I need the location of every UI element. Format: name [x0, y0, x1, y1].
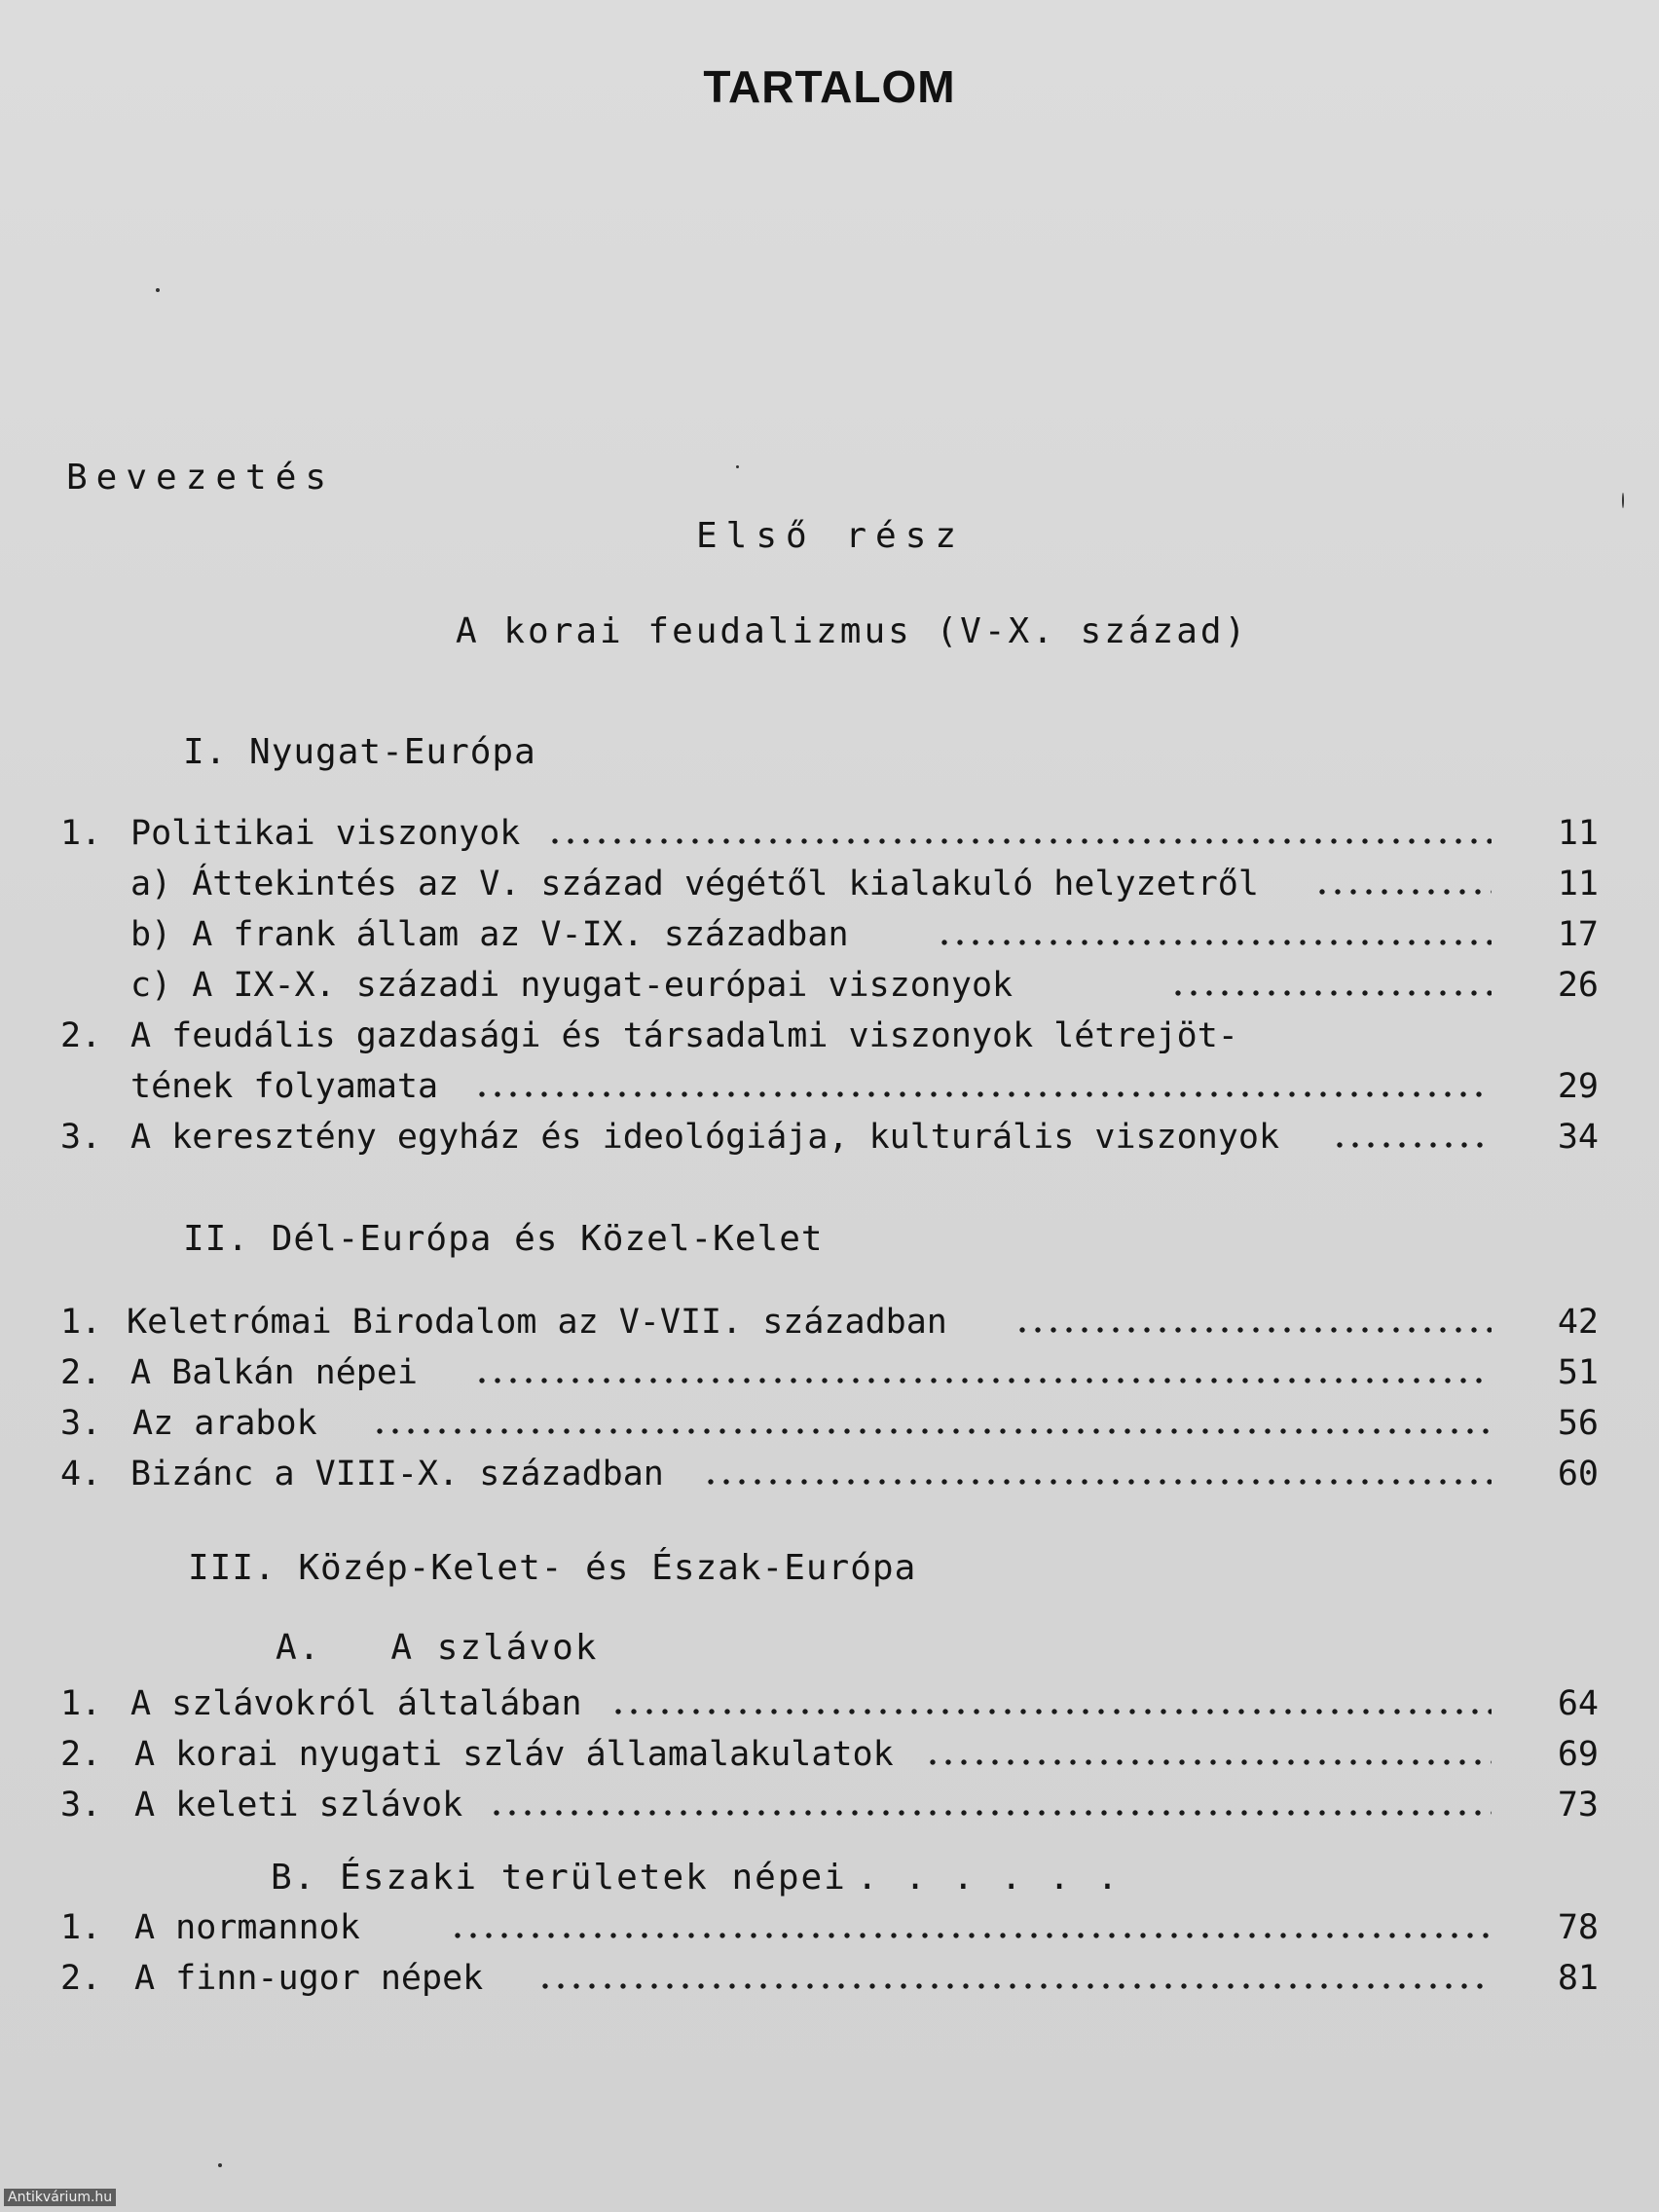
- entry-label: Politikai viszonyok: [130, 814, 521, 853]
- entry-page: 29: [1557, 1067, 1599, 1106]
- dot-leader: [547, 838, 1492, 844]
- dot-leader: [450, 1933, 1492, 1938]
- subsection-heading: [271, 1858, 1121, 1898]
- toc-entry: [60, 1118, 1599, 1162]
- entry-number: 2.: [60, 1016, 102, 1055]
- intro-entry: Bevezetés: [66, 458, 336, 498]
- entry-label: A finn-ugor népek: [134, 1959, 484, 1998]
- entry-page: 42: [1557, 1303, 1599, 1342]
- toc-entry: [60, 1735, 1599, 1780]
- entry-page: 81: [1557, 1959, 1599, 1998]
- toc-entry: [60, 1786, 1599, 1830]
- entry-page: 51: [1557, 1353, 1599, 1392]
- toc-entry: [60, 865, 1599, 909]
- dot-leader: [537, 1983, 1492, 1989]
- toc-entry: [60, 1016, 1599, 1061]
- paper-speck: [218, 2163, 222, 2167]
- dot-leader: [1332, 1142, 1492, 1148]
- entry-label: A keleti szlávok: [134, 1786, 463, 1825]
- dot-leader: [925, 1759, 1492, 1765]
- toc-entry: [60, 966, 1599, 1011]
- dot-leader: [489, 1810, 1492, 1816]
- entry-page: 56: [1557, 1404, 1599, 1443]
- entry-number: 1.: [60, 1908, 102, 1947]
- entry-number: 3.: [60, 1404, 102, 1443]
- section-heading: I. Nyugat-Európa: [183, 732, 536, 772]
- entry-label: A korai nyugati szláv államalakulatok: [134, 1735, 894, 1774]
- section-heading: II. Dél-Európa és Közel-Kelet: [183, 1219, 824, 1259]
- entry-label: Bizánc a VIII-X. században: [130, 1455, 664, 1493]
- entry-number: 1.: [60, 1303, 102, 1342]
- toc-entry: [60, 1684, 1599, 1729]
- entry-label: tének folyamata: [130, 1067, 439, 1106]
- dot-leader: [610, 1709, 1492, 1714]
- dot-leader: [474, 1378, 1492, 1383]
- toc-entry: [60, 1908, 1599, 1953]
- toc-entry: [60, 814, 1599, 859]
- entry-page: 17: [1557, 915, 1599, 954]
- paper-speck: [156, 288, 160, 292]
- entry-number: 4.: [60, 1455, 102, 1493]
- entry-label: A Balkán népei: [130, 1353, 419, 1392]
- entry-page: 11: [1557, 865, 1599, 903]
- dot-leader: [372, 1428, 1492, 1434]
- subsection-heading: A. A szlávok: [276, 1628, 599, 1668]
- entry-label: A feudális gazdasági és társadalmi viszonyok létrejöt-: [130, 1016, 1238, 1055]
- part-title: A korai feudalizmus (V-X. század): [456, 611, 1249, 651]
- toc-entry: [60, 1067, 1599, 1112]
- dot-leader: [937, 940, 1492, 945]
- entry-page: 69: [1557, 1735, 1599, 1774]
- entry-number: 2.: [60, 1353, 102, 1392]
- subsection-title: B. Északi területek népei: [271, 1858, 847, 1898]
- entry-page: 60: [1557, 1455, 1599, 1493]
- entry-number: 1.: [60, 814, 102, 853]
- paper-speck: [736, 465, 739, 468]
- entry-label: b) A frank állam az V-IX. században: [130, 915, 849, 954]
- entry-page: 26: [1557, 966, 1599, 1005]
- entry-label: A normannok: [134, 1908, 360, 1947]
- watermark: Antikvárium.hu: [4, 2189, 116, 2206]
- entry-page: 64: [1557, 1684, 1599, 1723]
- dot-leader: [474, 1091, 1492, 1097]
- toc-entry: [60, 1404, 1599, 1449]
- entry-label: c) A IX-X. századi nyugat-európai viszonyok: [130, 966, 1014, 1005]
- toc-entry: [60, 1303, 1599, 1347]
- entry-page: 11: [1557, 814, 1599, 853]
- paper-speck: [1622, 493, 1624, 508]
- dot-leader: [1314, 889, 1492, 895]
- toc-entry: [60, 1455, 1599, 1499]
- page-title: TARTALOM: [703, 61, 956, 112]
- entry-label: a) Áttekintés az V. század végétől kialakuló helyzetről: [130, 865, 1259, 903]
- dot-leader: [703, 1479, 1492, 1485]
- toc-entry: [60, 1959, 1599, 2004]
- entry-number: 2.: [60, 1735, 102, 1774]
- section-heading: III. Közép-Kelet- és Észak-Európa: [188, 1548, 917, 1588]
- entry-label: A szlávokról általában: [130, 1684, 582, 1723]
- entry-number: 1.: [60, 1684, 102, 1723]
- entry-number: 3.: [60, 1786, 102, 1825]
- entry-label: A keresztény egyház és ideológiája, kulturális viszonyok: [130, 1118, 1280, 1157]
- part-label: Első rész: [696, 516, 966, 556]
- toc-entry: [60, 915, 1599, 960]
- entry-page: 78: [1557, 1908, 1599, 1947]
- entry-page: 73: [1557, 1786, 1599, 1825]
- entry-number: 3.: [60, 1118, 102, 1157]
- entry-page: 34: [1557, 1118, 1599, 1157]
- dot-leader: . . . . . .: [856, 1858, 1122, 1898]
- entry-number: 2.: [60, 1959, 102, 1998]
- entry-label: Keletrómai Birodalom az V-VII. században: [127, 1303, 947, 1342]
- toc-entry: [60, 1353, 1599, 1398]
- dot-leader: [1014, 1327, 1492, 1333]
- entry-label: Az arabok: [132, 1404, 317, 1443]
- dot-leader: [1170, 990, 1492, 996]
